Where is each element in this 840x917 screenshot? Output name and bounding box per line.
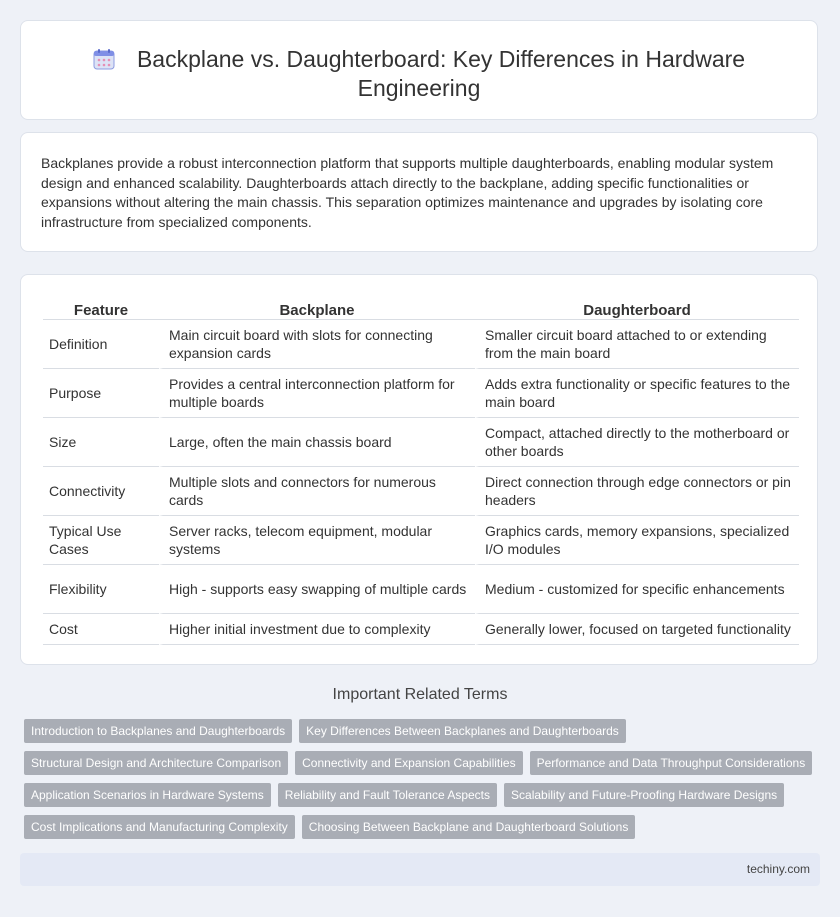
table-row <box>43 418 799 467</box>
related-term-tag[interactable]: Choosing Between Backplane and Daughterboard Solutions <box>302 815 636 839</box>
related-terms-list <box>24 719 824 847</box>
tag-row <box>24 815 824 839</box>
header-backplane: Backplane <box>159 295 475 320</box>
page-title-wrap <box>81 45 757 103</box>
comparison-card <box>20 274 818 665</box>
calendar-icon <box>93 48 115 70</box>
table-row <box>43 565 799 614</box>
feature-cell: Connectivity <box>43 467 159 516</box>
intro-card <box>20 132 818 252</box>
feature-cell: Cost <box>43 614 159 645</box>
related-term-tag[interactable]: Structural Design and Architecture Comparison <box>24 751 288 775</box>
table-row <box>43 467 799 516</box>
table-row <box>43 516 799 565</box>
backplane-cell: Main circuit board with slots for connecting expansion cards <box>159 320 475 369</box>
feature-cell: Purpose <box>43 369 159 418</box>
related-term-tag[interactable]: Performance and Data Throughput Considerations <box>530 751 813 775</box>
related-term-tag[interactable]: Key Differences Between Backplanes and Daughterboards <box>299 719 626 743</box>
related-term-tag[interactable]: Scalability and Future-Proofing Hardware Designs <box>504 783 784 807</box>
title-card <box>20 20 818 120</box>
footer <box>20 853 820 886</box>
daughterboard-cell: Compact, attached directly to the motherboard or other boards <box>475 418 799 467</box>
footer-site-link[interactable]: techiny.com <box>746 862 810 876</box>
backplane-cell: High - supports easy swapping of multiple cards <box>159 565 475 614</box>
table-row <box>43 369 799 418</box>
intro-paragraph: Backplanes provide a robust interconnection platform that supports multiple daughterboards, enabling modular system design and enhanced scalability. Daughterboards attach directly to the backplane, adding specific functionalities or expansions without altering the main chassis. This separation optimizes maintenance and upgrades by isolating core infrastructure from specialized components. <box>41 155 774 230</box>
backplane-cell: Large, often the main chassis board <box>159 418 475 467</box>
feature-cell: Definition <box>43 320 159 369</box>
related-terms-heading: Important Related Terms <box>332 686 508 703</box>
tag-row <box>24 783 824 807</box>
daughterboard-cell: Graphics cards, memory expansions, specialized I/O modules <box>475 516 799 565</box>
related-term-tag[interactable]: Connectivity and Expansion Capabilities <box>295 751 522 775</box>
daughterboard-cell: Adds extra functionality or specific features to the main board <box>475 369 799 418</box>
related-term-tag[interactable]: Introduction to Backplanes and Daughterboards <box>24 719 292 743</box>
header-feature: Feature <box>43 295 159 320</box>
related-term-tag[interactable]: Reliability and Fault Tolerance Aspects <box>278 783 497 807</box>
related-term-tag[interactable]: Cost Implications and Manufacturing Complexity <box>24 815 295 839</box>
backplane-cell: Provides a central interconnection platform for multiple boards <box>159 369 475 418</box>
backplane-cell: Server racks, telecom equipment, modular systems <box>159 516 475 565</box>
header-daughterboard: Daughterboard <box>475 295 799 320</box>
feature-cell: Typical Use Cases <box>43 516 159 565</box>
daughterboard-cell: Generally lower, focused on targeted functionality <box>475 614 799 645</box>
daughterboard-cell: Smaller circuit board attached to or extending from the main board <box>475 320 799 369</box>
feature-cell: Flexibility <box>43 565 159 614</box>
related-term-tag[interactable]: Application Scenarios in Hardware Systems <box>24 783 271 807</box>
table-header-row <box>43 295 799 320</box>
tag-row <box>24 751 824 775</box>
backplane-cell: Multiple slots and connectors for numerous cards <box>159 467 475 516</box>
daughterboard-cell: Medium - customized for specific enhancements <box>475 565 799 614</box>
table-row <box>43 320 799 369</box>
daughterboard-cell: Direct connection through edge connectors or pin headers <box>475 467 799 516</box>
page-title: Backplane vs. Daughterboard: Key Differences in Hardware Engineering <box>136 46 746 101</box>
feature-cell: Size <box>43 418 159 467</box>
table-row <box>43 614 799 645</box>
comparison-table <box>43 295 799 645</box>
tag-row <box>24 719 824 743</box>
backplane-cell: Higher initial investment due to complexity <box>159 614 475 645</box>
